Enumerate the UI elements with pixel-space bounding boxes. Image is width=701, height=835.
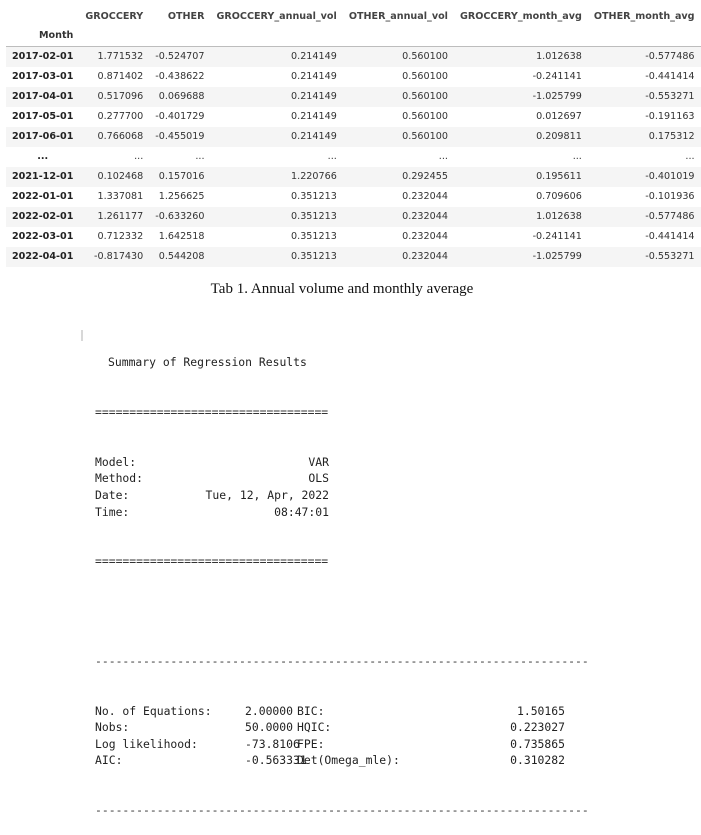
table-cell: 1.642518	[158, 231, 205, 242]
table-cell: 1.771532	[97, 51, 144, 63]
summary-stat-key: Log likelihood:	[95, 736, 198, 751]
summary-stat-value: -73.8106	[245, 736, 300, 751]
table-cell: 0.214149	[291, 131, 337, 142]
table-cell: 1.256625	[158, 191, 205, 202]
summary-stat-value: 50.0000	[245, 720, 294, 735]
summary-header-value: OLS	[308, 471, 329, 486]
table-row	[6, 107, 701, 127]
index-name-spacer	[149, 24, 210, 47]
summary-stat-value-right: 0.735865	[510, 736, 565, 751]
table-cell: 0.069688	[158, 91, 205, 102]
table-cell: 0.560100	[402, 131, 448, 142]
summary-header-key: Time:	[95, 504, 130, 519]
summary-single-rule-top: ------------------------------------------------------------------------	[95, 653, 589, 668]
table-cell: 0.560100	[402, 91, 448, 102]
table-cell: 0.277700	[97, 111, 144, 122]
table-cell: 0.214149	[291, 91, 337, 102]
table-cell: -0.441414	[645, 231, 695, 242]
table-cell: 0.214149	[291, 111, 337, 122]
text-cursor	[81, 330, 83, 341]
table-cell: ...	[572, 151, 582, 162]
col-header-groccery-month-avg: GROCCERY_month_avg	[459, 11, 582, 22]
summary-stat-line	[95, 752, 565, 769]
table-cell: 0.195611	[536, 171, 582, 182]
summary-stat-key: AIC:	[95, 753, 123, 768]
dataframe-table	[6, 0, 701, 267]
summary-stat-value: 2.00000	[245, 703, 294, 718]
col-header-other-annual-vol: OTHER_annual_vol	[348, 11, 448, 22]
column-header-row	[6, 0, 701, 24]
table-cell: -0.401019	[645, 171, 695, 182]
table-cell: -0.524707	[155, 51, 205, 63]
table-cell: 0.232044	[402, 251, 448, 262]
table-cell: 0.351213	[291, 251, 337, 262]
table-cell: 0.351213	[291, 211, 337, 222]
table-cell: -0.401729	[155, 111, 205, 122]
table-cell: 0.766068	[97, 131, 144, 142]
table-cell: 0.232044	[402, 211, 448, 222]
table-cell: 0.209811	[536, 131, 582, 142]
summary-stats-block	[95, 703, 565, 769]
summary-stat-key: Nobs:	[95, 720, 130, 735]
summary-stat-key-right: FPE:	[297, 736, 325, 751]
table-cell: -0.441414	[645, 71, 695, 82]
table-cell: -0.191163	[645, 111, 695, 122]
table-cell: -1.025799	[532, 251, 582, 262]
table-cell: -0.553271	[645, 251, 695, 262]
summary-stat-key-right: Det(Omega_mle):	[297, 753, 400, 768]
table-cell: 0.292455	[402, 171, 448, 182]
row-index: 2021-12-01	[12, 171, 74, 182]
summary-stat-value-right: 0.223027	[510, 720, 565, 735]
table-cell: 0.175312	[648, 131, 695, 142]
index-name-row	[6, 24, 701, 47]
index-name-spacer	[588, 24, 701, 47]
summary-stat-value-right: 0.310282	[510, 753, 565, 768]
table-caption: Tab 1. Annual volume and monthly average	[210, 281, 474, 297]
table-row	[6, 167, 701, 187]
table-cell: ...	[327, 151, 337, 162]
row-index: 2022-01-01	[12, 191, 74, 202]
summary-header-value: 08:47:01	[274, 504, 329, 519]
table-cell: 0.709606	[536, 191, 582, 202]
table-cell: -0.577486	[645, 211, 695, 222]
summary-stat-line	[95, 736, 565, 753]
table-cell: ...	[685, 151, 695, 162]
table-cell: 1.261177	[97, 211, 144, 222]
index-name: Month	[6, 24, 79, 47]
index-header-blank	[6, 0, 79, 24]
table-row	[6, 207, 701, 227]
summary-stat-value: -0.563331	[245, 753, 307, 768]
table-cell: 1.012638	[536, 211, 582, 222]
index-name-spacer	[79, 24, 149, 47]
table-cell: -0.553271	[645, 91, 695, 102]
table-cell: 0.232044	[402, 191, 448, 202]
table-cell: -0.241141	[532, 231, 582, 242]
row-index: 2022-04-01	[12, 251, 74, 262]
col-header-other: OTHER	[167, 11, 205, 22]
table-cell: ...	[134, 151, 144, 162]
row-index: 2017-06-01	[12, 131, 74, 142]
index-name-spacer	[454, 24, 588, 47]
table-cell: 0.871402	[97, 71, 144, 82]
summary-double-rule-bottom: ==================================	[95, 554, 329, 569]
summary-header-key: Model:	[95, 454, 137, 469]
table-cell: 0.351213	[291, 191, 337, 202]
summary-header-key: Date:	[95, 487, 130, 502]
summary-header-key: Method:	[95, 471, 144, 486]
table-cell: 0.517096	[97, 91, 144, 102]
table-cell: 1.337081	[97, 191, 144, 202]
table-cell: 0.560100	[402, 51, 448, 63]
col-header-groccery-annual-vol: GROCCERY_annual_vol	[216, 11, 337, 22]
table-cell: 0.214149	[291, 51, 337, 63]
table-cell: 0.351213	[291, 231, 337, 242]
table-cell: -0.455019	[155, 131, 205, 142]
row-index: 2017-03-01	[12, 71, 74, 82]
summary-stat-key-right: HQIC:	[297, 720, 332, 735]
summary-header-line	[95, 487, 565, 504]
summary-title: Summary of Regression Results	[108, 355, 307, 370]
table-cell: ...	[195, 151, 205, 162]
row-index: 2022-02-01	[12, 211, 74, 222]
table-cell: 0.157016	[158, 171, 205, 182]
summary-single-rule-bottom: ------------------------------------------------------------------------	[95, 803, 589, 818]
table-row	[6, 187, 701, 207]
table-cell: 0.544208	[158, 251, 205, 262]
table-cell: 0.232044	[402, 231, 448, 242]
table-cell: -0.817430	[94, 251, 144, 262]
summary-blank-line	[95, 603, 565, 620]
table-cell: 0.560100	[402, 111, 448, 122]
summary-stat-line	[95, 703, 565, 720]
table-cell: -0.633260	[155, 211, 205, 222]
table-cell: 0.712332	[97, 231, 144, 242]
index-name-spacer	[211, 24, 343, 47]
table-row	[6, 227, 701, 247]
table-row	[6, 47, 701, 67]
summary-header-value: VAR	[308, 454, 329, 469]
table-row	[6, 247, 701, 267]
table-cell: -0.241141	[532, 71, 582, 82]
table-cell: -0.577486	[645, 51, 695, 63]
table-cell: 0.012697	[536, 111, 582, 122]
summary-header-block	[95, 454, 565, 520]
table-cell: -0.101936	[645, 191, 695, 202]
dataframe-table-container	[0, 0, 695, 267]
row-index: 2017-04-01	[12, 91, 74, 102]
table-row	[6, 67, 701, 87]
col-header-groccery: GROCCERY	[85, 11, 144, 22]
row-index: ...	[37, 151, 49, 162]
table-cell: 0.214149	[291, 71, 337, 82]
row-index: 2017-02-01	[12, 51, 74, 63]
table-cell: -1.025799	[532, 91, 582, 102]
table-body	[6, 47, 701, 267]
summary-header-line	[95, 504, 565, 521]
regression-summary	[95, 321, 589, 835]
table-cell: 0.102468	[97, 171, 144, 182]
table-cell: 0.560100	[402, 71, 448, 82]
table-cell: ...	[438, 151, 448, 162]
table-row	[6, 147, 701, 167]
table-row	[6, 127, 701, 147]
table-cell: 1.012638	[536, 51, 582, 63]
table-cell: -0.438622	[155, 71, 205, 82]
index-name-spacer	[343, 24, 454, 47]
summary-header-value: Tue, 12, Apr, 2022	[205, 487, 329, 502]
table-row	[6, 87, 701, 107]
summary-header-line	[95, 470, 565, 487]
table-cell: 1.220766	[291, 171, 337, 182]
summary-double-rule-top: ==================================	[95, 404, 329, 419]
row-index: 2017-05-01	[12, 111, 74, 122]
summary-stat-key-right: BIC:	[297, 703, 325, 718]
summary-stat-key: No. of Equations:	[95, 703, 212, 718]
summary-stat-value-right: 1.50165	[516, 703, 565, 718]
summary-stat-line	[95, 719, 565, 736]
row-index: 2022-03-01	[12, 231, 74, 242]
col-header-other-month-avg: OTHER_month_avg	[593, 11, 695, 22]
summary-header-line	[95, 454, 565, 471]
